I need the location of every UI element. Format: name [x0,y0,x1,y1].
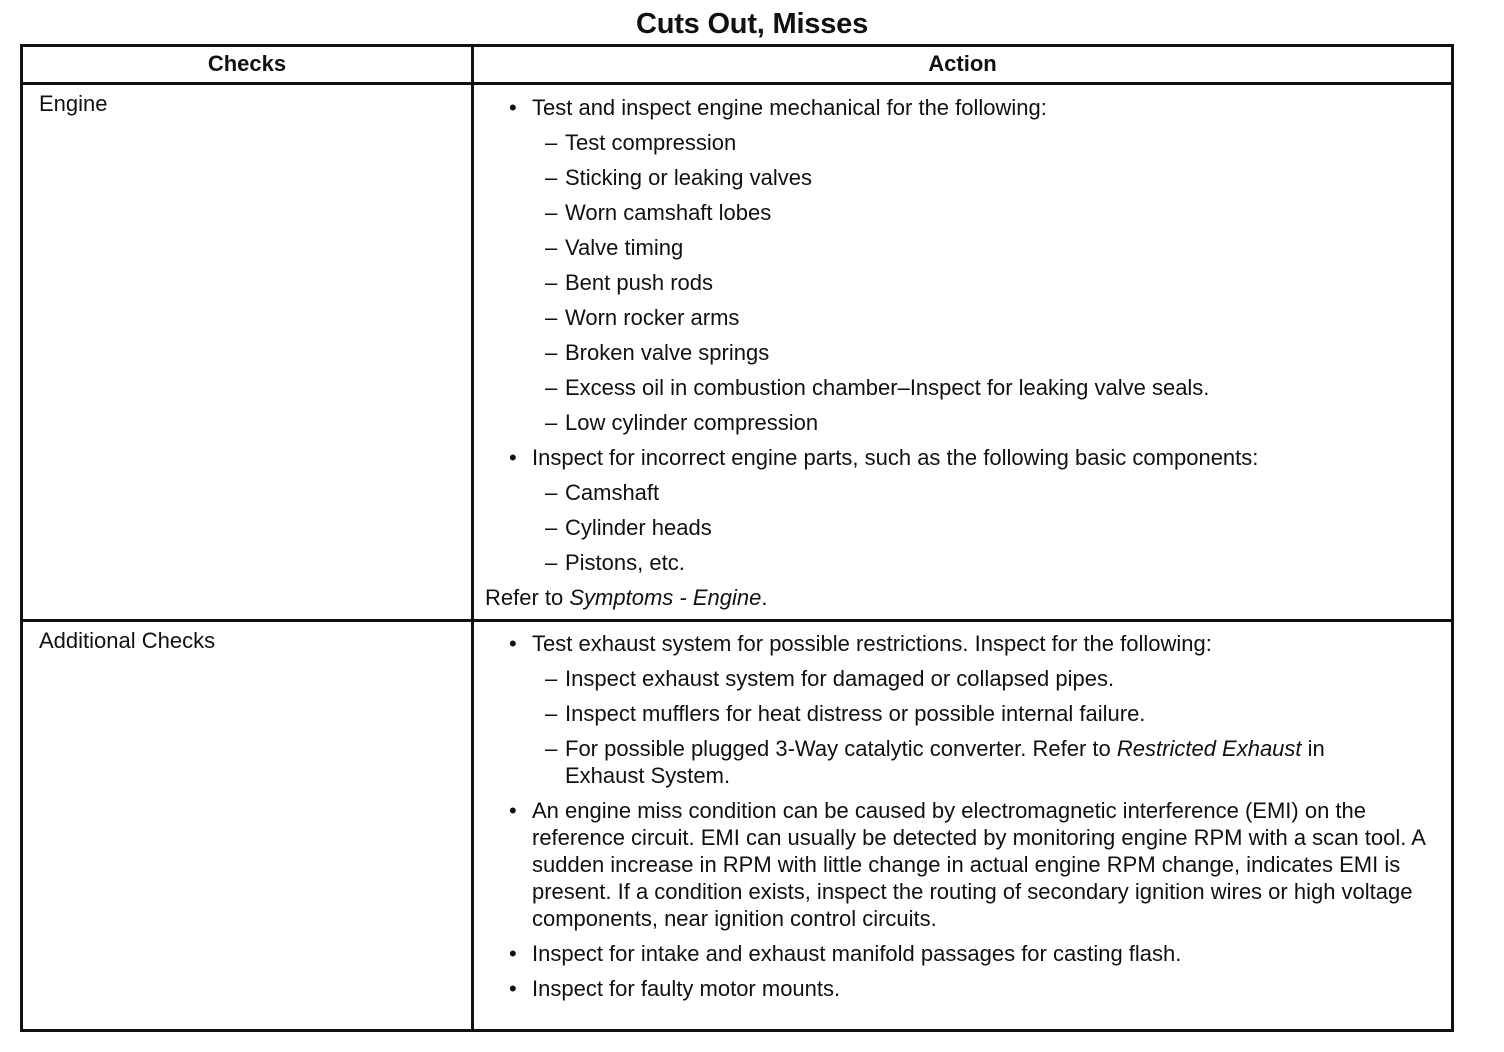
checks-header: Checks [207,51,287,76]
sub-item: – Low cylinder compression [545,410,819,435]
bullet-icon: • [509,798,517,823]
bullet-icon: • [509,445,517,470]
bullet-icon: • [509,976,517,1001]
sub-item: – Bent push rods [545,270,713,295]
dash-icon: – [545,235,558,260]
sub-item: – Inspect exhaust system for damaged or collapsed pipes. [545,666,1115,691]
sub-item: – Cylinder heads [545,515,712,540]
action-additional [485,630,1443,1010]
dash-icon: – [545,375,558,400]
sub-item: – Test compression [545,130,737,155]
dash-icon: – [545,701,558,726]
sub-item: – Valve timing [545,235,684,260]
dash-icon: – [545,130,558,155]
dash-icon: – [545,550,558,575]
sub-item: – Broken valve springs [545,340,770,365]
list-item: • Inspect for incorrect engine parts, such as the following basic components: [509,445,1259,470]
dash-icon: – [545,515,558,540]
list-item: • Test exhaust system for possible restrictions. Inspect for the following: [509,631,1212,656]
bullet-icon: • [509,95,517,120]
refer-note: Refer to Symptoms - Engine. [485,585,768,610]
dash-icon: – [545,165,558,190]
action-engine [485,94,1443,611]
list-item: • Test and inspect engine mechanical for the following: [509,95,1047,120]
sub-item: – Worn camshaft lobes [545,200,772,225]
bullet-icon: • [509,631,517,656]
sub-item: – Pistons, etc. [545,550,685,575]
dash-icon: – [545,270,558,295]
list-item: • Inspect for intake and exhaust manifold passages for casting flash. [509,941,1182,966]
check-additional: Additional Checks [39,628,216,653]
bullet-icon: • [509,941,517,966]
sub-item: – Sticking or leaking valves [545,165,813,190]
dash-icon: – [545,200,558,225]
diagnostic-table [20,44,1454,1032]
dash-icon: – [545,305,558,330]
dash-icon: – [545,340,558,365]
list-item: • An engine miss condition can be caused by electromagnetic interference (EMI) on the reference circuit. EMI can usually be detected by monitoring engine RPM with a scan tool. A sudden increase in RPM with little change in actual engine RPM change, indicates EMI is present. If a condition exists, inspect the routing of secondary ignition wires or high voltage components, near ignition control circuits. [509,798,1425,931]
dash-icon: – [545,736,558,761]
dash-icon: – [545,410,558,435]
page-title: Cuts Out, Misses [635,8,869,40]
list-item: • Inspect for faulty motor mounts. [509,976,841,1001]
row-divider [23,619,1451,622]
sub-item: – Inspect mufflers for heat distress or possible internal failure. [545,701,1146,726]
check-engine: Engine [39,91,108,116]
sub-item: – Camshaft [545,480,660,505]
sub-item: – For possible plugged 3-Way catalytic converter. Refer to Restricted Exhaust in Exhaust System. [545,736,1325,788]
column-divider [471,47,474,1029]
header-divider [23,82,1451,85]
dash-icon: – [545,666,558,691]
sub-item: – Excess oil in combustion chamber–Inspect for leaking valve seals. [545,375,1210,400]
action-header: Action [928,51,997,76]
sub-item: – Worn rocker arms [545,305,740,330]
dash-icon: – [545,480,558,505]
